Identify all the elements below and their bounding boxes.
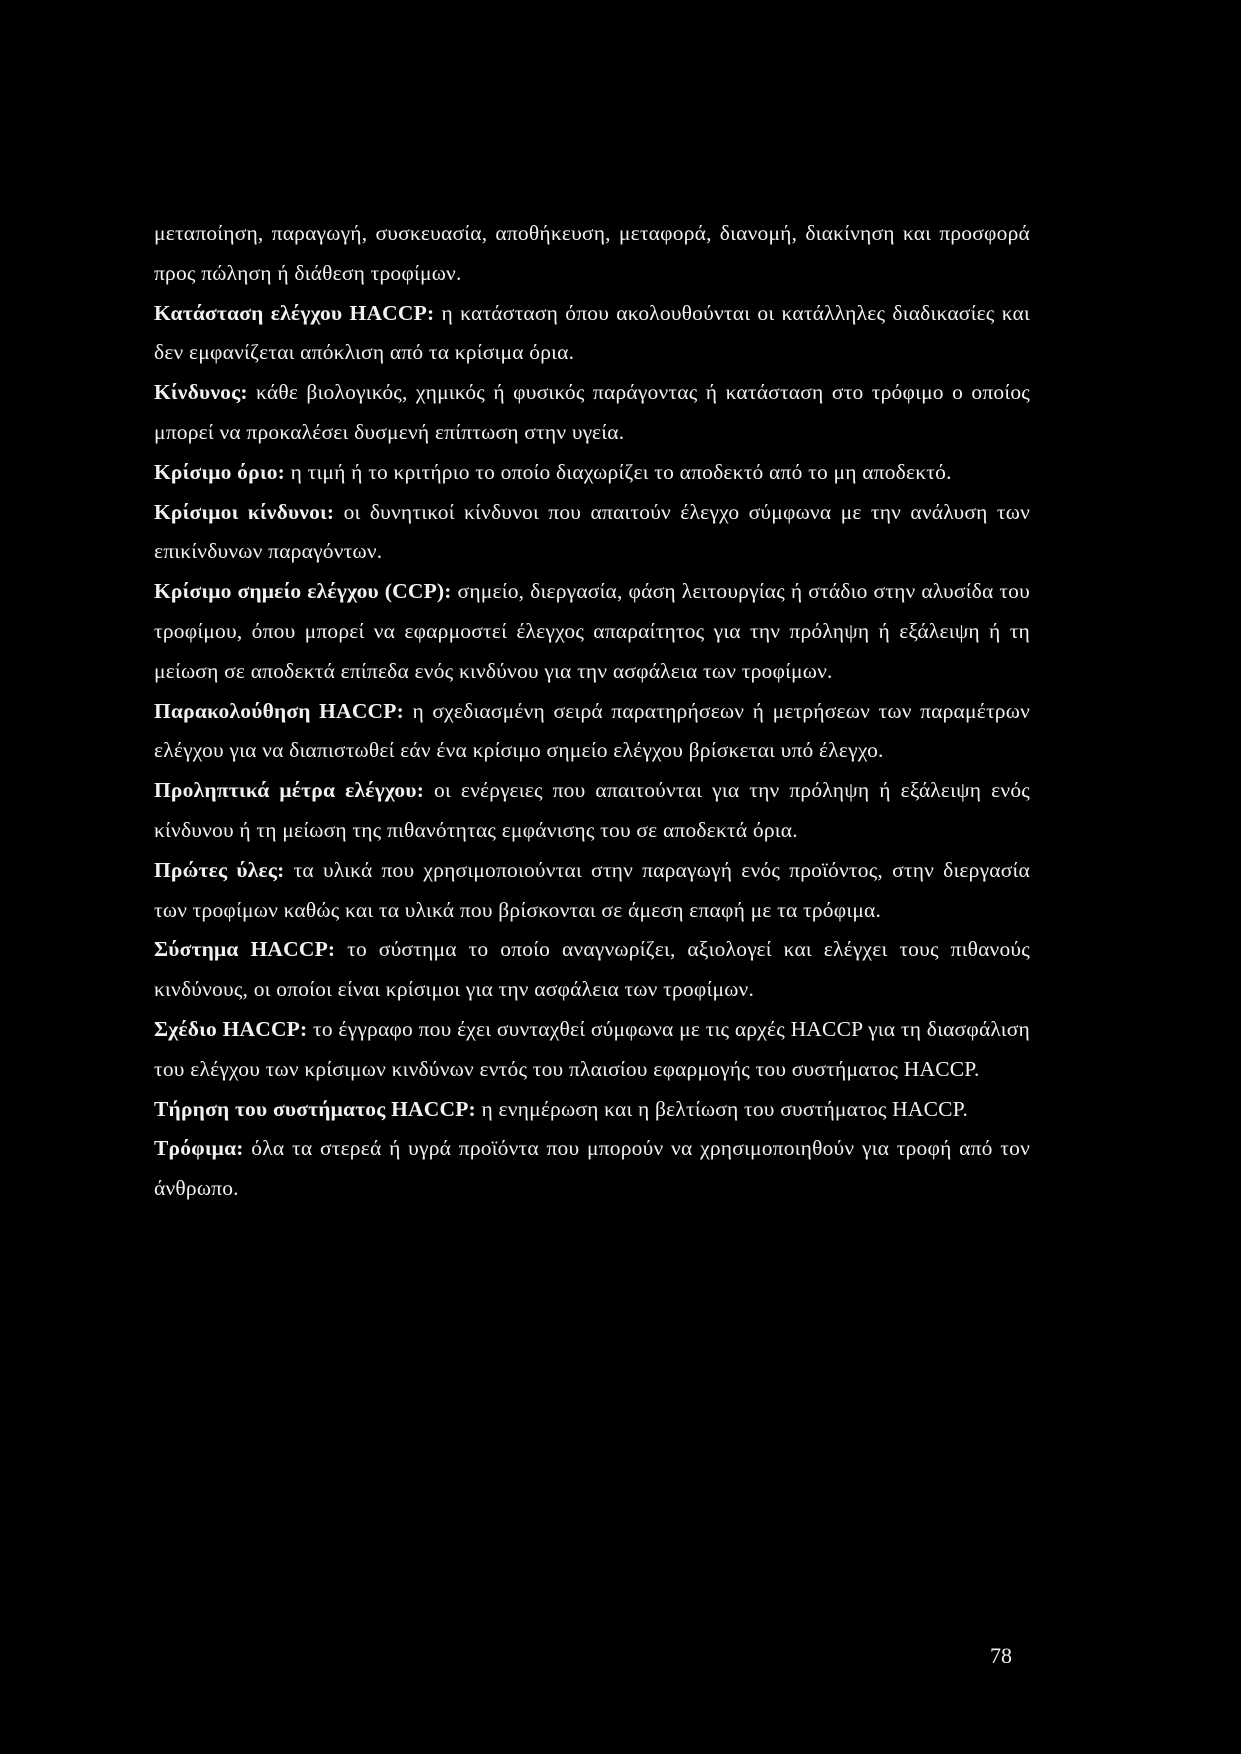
term: Πρώτες ύλες:: [154, 857, 285, 882]
term: Παρακολούθηση HACCP:: [154, 698, 404, 723]
definition-critical-hazards: [154, 493, 1030, 573]
definition: η σχεδιασμένη σειρά παρατηρήσεων ή μετρήσεων των παραμέτρων ελέγχου για να διαπιστωθεί εάν ένα κρίσιμο σημείο ελέγχου βρίσκεται υπό έλεγχο.: [154, 698, 1030, 763]
term: Σχέδιο HACCP:: [154, 1016, 308, 1041]
definition: σημείο, διεργασία, φάση λειτουργίας ή στάδιο στην αλυσίδα του τροφίμου, όπου μπορεί να εφαρμοστεί έλεγχος απαραίτητος για την πρόληψη ή εξάλειψη ή τη μείωση σε αποδεκτά επίπεδα ενός κινδύνου για την ασφάλεια των τροφίμων.: [154, 579, 1030, 683]
definition-haccp-maintenance: [154, 1090, 1030, 1130]
definition-raw-materials: [154, 851, 1030, 931]
term: Προληπτικά μέτρα ελέγχου:: [154, 778, 425, 803]
page-number: 78: [990, 1643, 1012, 1668]
definition-haccp-plan: [154, 1010, 1030, 1090]
definition: οι δυνητικοί κίνδυνοι που απαιτούν έλεγχο σύμφωνα με την ανάλυση των επικίνδυνων παραγόντων.: [154, 499, 1030, 564]
term: Κίνδυνος:: [154, 380, 248, 405]
definition-haccp-control-state: [154, 294, 1030, 374]
intro-text: μεταποίηση, παραγωγή, συσκευασία, αποθήκευση, μεταφορά, διανομή, διακίνηση και προσφορά προς πώληση ή διάθεση τροφίμων.: [154, 221, 1030, 285]
definition: η ενημέρωση και η βελτίωση του συστήματος HACCP.: [475, 1096, 969, 1121]
definition: όλα τα στερεά ή υγρά προϊόντα που μπορούν να χρησιμοποιηθούν για τροφή από τον άνθρωπο.: [154, 1136, 1030, 1201]
definition-hazard: [154, 373, 1030, 453]
term: Τήρηση του συστήματος HACCP:: [154, 1096, 476, 1121]
definition-preventive-measures: [154, 771, 1030, 851]
definition-haccp-monitoring: [154, 692, 1030, 772]
definition: η κατάσταση όπου ακολουθούνται οι κατάλληλες διαδικασίες και δεν εμφανίζεται απόκλιση από τα κρίσιμα όρια.: [154, 300, 1030, 365]
definition-critical-limit: [154, 453, 1030, 493]
term: Τρόφιμα:: [154, 1136, 244, 1161]
term: Κατάσταση ελέγχου HACCP:: [154, 300, 435, 325]
definition-haccp-system: [154, 930, 1030, 1010]
definition-foods: [154, 1129, 1030, 1209]
term: Κρίσιμοι κίνδυνοι:: [154, 499, 335, 524]
term: Κρίσιμο σημείο ελέγχου (CCP):: [154, 579, 452, 604]
definition: οι ενέργειες που απαιτούνται για την πρόληψη ή εξάλειψη ενός κίνδυνου ή τη μείωση της πιθανότητας εμφάνισης του σε αποδεκτά όρια.: [154, 778, 1030, 842]
definition: το σύστημα το οποίο αναγνωρίζει, αξιολογεί και ελέγχει τους πιθανούς κινδύνους, οι οποίοι είναι κρίσιμοι για την ασφάλεια των τροφίμων.: [154, 937, 1030, 1002]
document-body: [154, 214, 1030, 1209]
intro-paragraph: [154, 214, 1030, 294]
term: Κρίσιμο όριο:: [154, 459, 286, 484]
definition: κάθε βιολογικός, χημικός ή φυσικός παράγοντας ή κατάσταση στο τρόφιμο ο οποίος μπορεί να προκαλέσει δυσμενή επίπτωση στην υγεία.: [154, 380, 1030, 444]
definition: η τιμή ή το κριτήριο το οποίο διαχωρίζει το αποδεκτό από το μη αποδεκτό.: [285, 459, 952, 484]
definition: το έγγραφο που έχει συνταχθεί σύμφωνα με τις αρχές HACCP για τη διασφάλιση του ελέγχου των κρίσιμων κινδύνων εντός του πλαισίου εφαρμογής του συστήματος HACCP.: [154, 1016, 1030, 1081]
term: Σύστημα HACCP:: [154, 937, 336, 962]
definition: τα υλικά που χρησιμοποιούνται στην παραγωγή ενός προϊόντος, στην διεργασία των τροφίμων καθώς και τα υλικά που βρίσκονται σε άμεση επαφή με τα τρόφιμα.: [154, 857, 1030, 922]
definition-ccp: [154, 572, 1030, 691]
